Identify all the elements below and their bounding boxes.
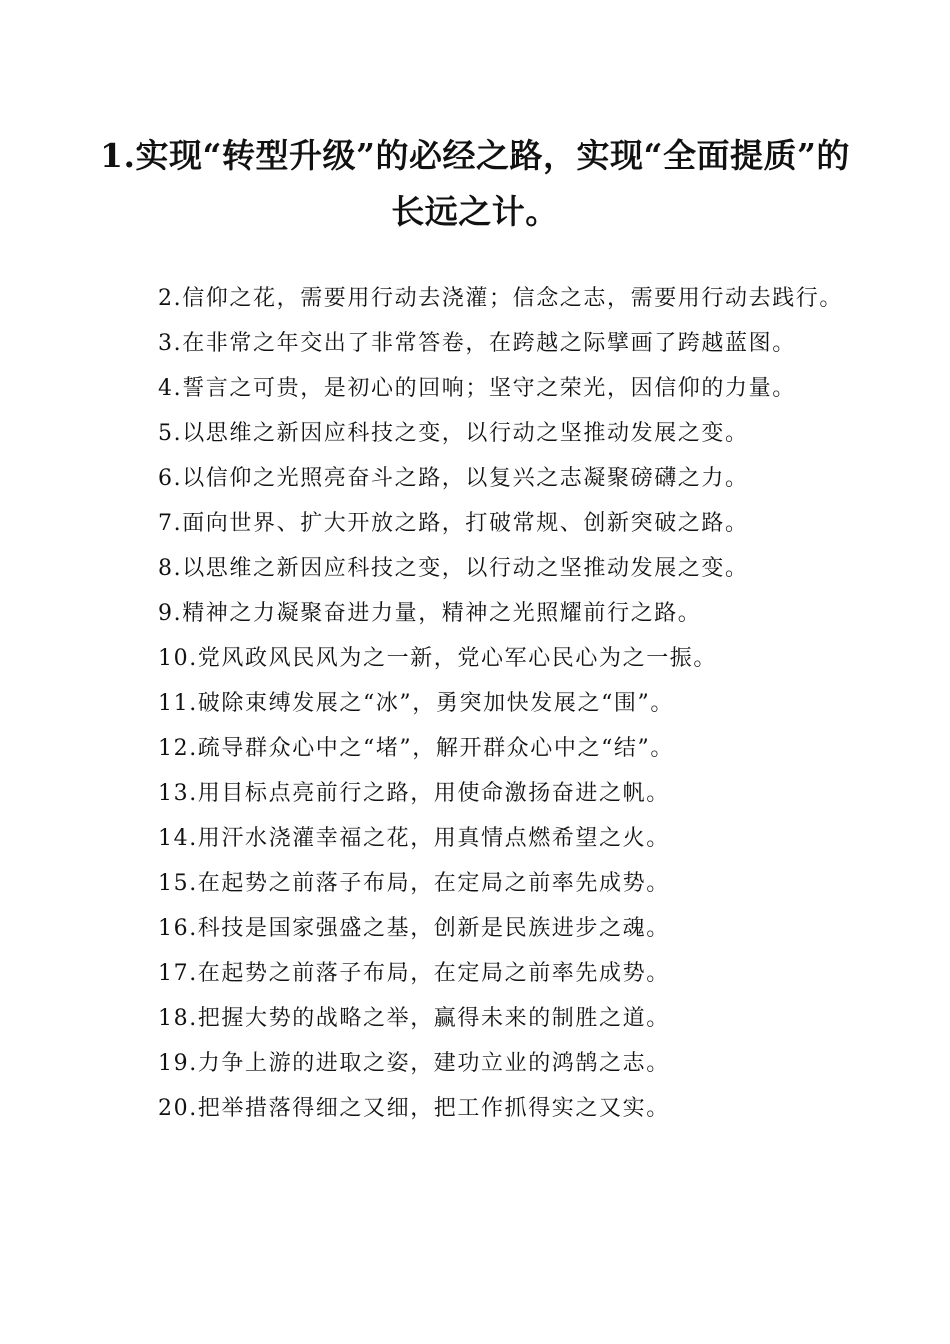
list-item: 12.疏导群众心中之“堵”，解开群众心中之“结”。 bbox=[158, 736, 674, 761]
list-item: 7.面向世界、扩大开放之路，打破常规、创新突破之路。 bbox=[158, 511, 749, 536]
document-title: 1.实现“转型升级”的必经之路，实现“全面提质”的长远之计。 bbox=[100, 136, 850, 231]
list-item: 11.破除束缚发展之“冰”，勇突加快发展之“围”。 bbox=[158, 691, 674, 716]
list-item: 8.以思维之新因应科技之变，以行动之坚推动发展之变。 bbox=[158, 556, 749, 581]
list-item: 4.誓言之可贵，是初心的回响；坚守之荣光，因信仰的力量。 bbox=[158, 376, 796, 401]
list-item: 6.以信仰之光照亮奋斗之路，以复兴之志凝聚磅礴之力。 bbox=[158, 466, 749, 491]
list-item: 17.在起势之前落子布局，在定局之前率先成势。 bbox=[158, 961, 670, 986]
list-item: 15.在起势之前落子布局，在定局之前率先成势。 bbox=[158, 871, 670, 896]
list-item: 20.把举措落得细之又细，把工作抓得实之又实。 bbox=[158, 1096, 670, 1121]
list-item: 13.用目标点亮前行之路，用使命激扬奋进之帆。 bbox=[158, 781, 670, 806]
list-item: 19.力争上游的进取之姿，建功立业的鸿鹄之志。 bbox=[158, 1051, 670, 1076]
list-item: 5.以思维之新因应科技之变，以行动之坚推动发展之变。 bbox=[158, 421, 749, 446]
list-item: 16.科技是国家强盛之基，创新是民族进步之魂。 bbox=[158, 916, 670, 941]
list-item: 10.党风政风民风为之一新，党心军心民心为之一振。 bbox=[158, 646, 717, 671]
list-item: 14.用汗水浇灌幸福之花，用真情点燃希望之火。 bbox=[158, 826, 670, 851]
list-item: 9.精神之力凝聚奋进力量，精神之光照耀前行之路。 bbox=[158, 601, 702, 626]
phrase-list bbox=[118, 276, 848, 1131]
list-item: 3.在非常之年交出了非常答卷，在跨越之际擘画了跨越蓝图。 bbox=[158, 331, 796, 356]
list-item: 2.信仰之花，需要用行动去浇灌；信念之志，需要用行动去践行。 bbox=[158, 286, 843, 311]
list-item: 18.把握大势的战略之举，赢得未来的制胜之道。 bbox=[158, 1006, 670, 1031]
